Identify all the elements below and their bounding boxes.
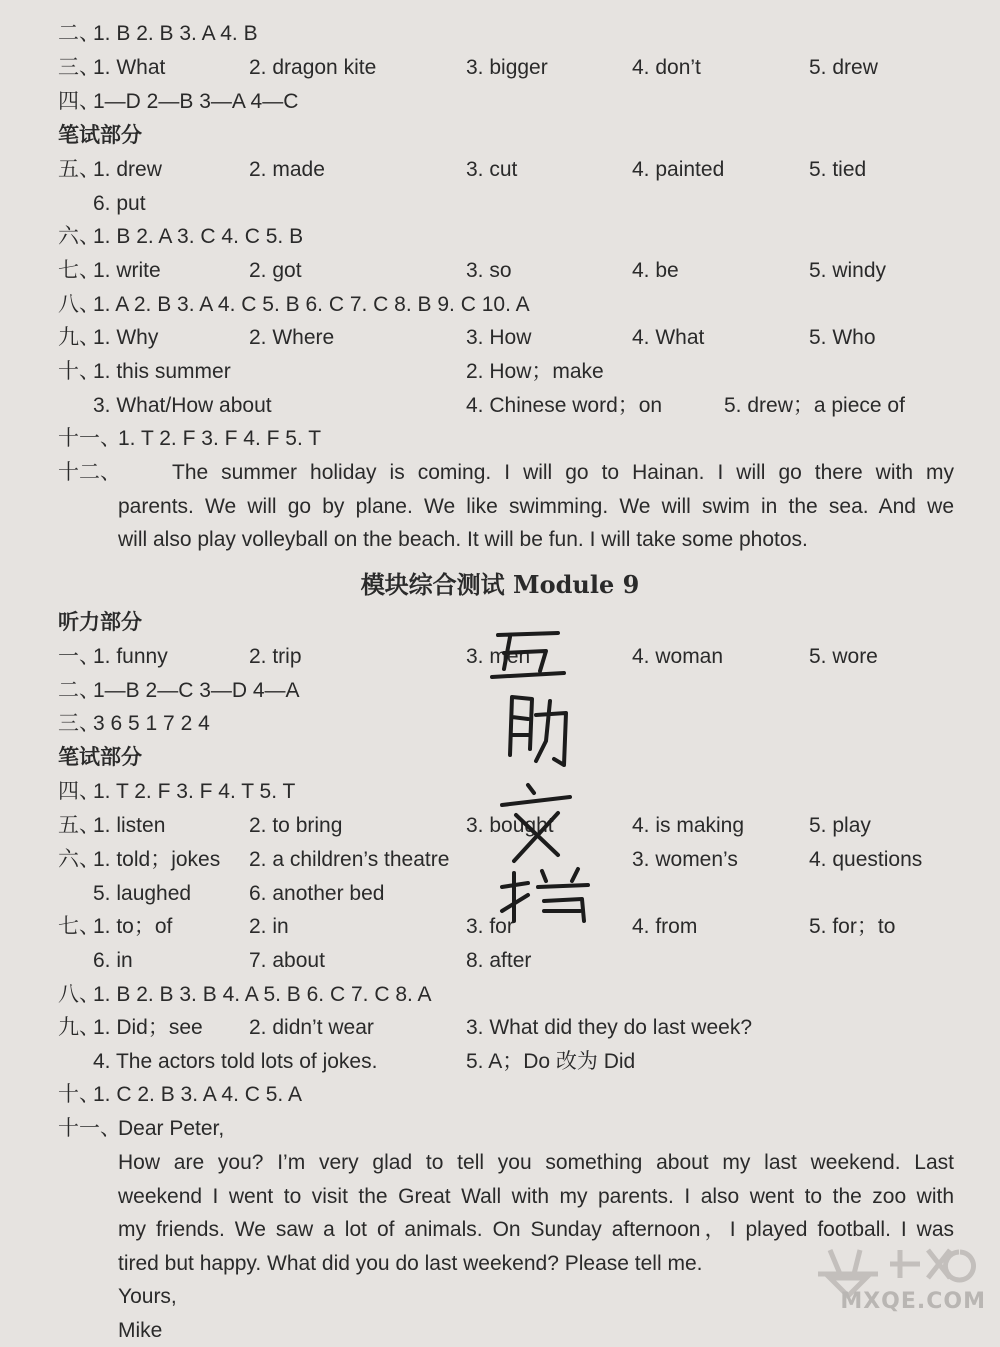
answer-cell: 7. about bbox=[249, 949, 325, 972]
answer-cell: 4. Chinese word；on bbox=[466, 394, 663, 417]
answer-cell: 2. Where bbox=[249, 326, 335, 349]
answer-cell: 2. to bring bbox=[249, 814, 343, 837]
row-label: 三、 bbox=[58, 712, 100, 735]
row-label: 十二、 bbox=[58, 461, 121, 484]
answer-cell: 3 6 5 1 7 2 4 bbox=[93, 712, 210, 735]
letter-line: How are you? I’m very glad to tell you something about my last weekend. Last bbox=[118, 1151, 954, 1174]
answer-cell: 5. drew bbox=[809, 56, 878, 79]
row-label: 一、 bbox=[58, 645, 100, 668]
row-label: 三、 bbox=[58, 56, 100, 79]
letter-signature: Mike bbox=[118, 1319, 163, 1342]
answer-row bbox=[0, 1314, 1000, 1347]
answer-cell: 5. drew；a piece of bbox=[724, 394, 905, 417]
section-heading: 听力部分 bbox=[58, 611, 142, 634]
row-label: 九、 bbox=[58, 1016, 100, 1039]
answer-row bbox=[0, 1011, 1000, 1044]
answer-cell: 1. A 2. B 3. A 4. C 5. B 6. C 7. C 8. B 9. C 10. A bbox=[93, 293, 530, 316]
answer-cell: 4. don’t bbox=[632, 56, 701, 79]
answer-cell: 1. write bbox=[93, 259, 161, 282]
answer-cell: 8. after bbox=[466, 949, 532, 972]
answer-cell: 4. from bbox=[632, 915, 698, 938]
row-label: 六、 bbox=[58, 848, 100, 871]
answer-cell: 5. Who bbox=[809, 326, 876, 349]
answer-cell: 1. C 2. B 3. A 4. C 5. A bbox=[93, 1083, 302, 1106]
answer-cell: 3. men bbox=[466, 645, 531, 668]
answer-cell: 2. didn’t wear bbox=[249, 1016, 374, 1039]
answer-cell: 1. B 2. B 3. B 4. A 5. B 6. C 7. C 8. A bbox=[93, 983, 432, 1006]
answer-cell: 3. bigger bbox=[466, 56, 548, 79]
answer-cell: 5. laughed bbox=[93, 882, 192, 905]
essay-line: The summer holiday is coming. I will go to Hainan. I will go there with my bbox=[172, 461, 954, 484]
letter-line: weekend I went to visit the Great Wall with my parents. I also went to the zoo with bbox=[118, 1184, 954, 1208]
row-label: 十、 bbox=[58, 1083, 100, 1106]
letter-salutation: Dear Peter, bbox=[118, 1117, 225, 1140]
essay-line: parents. We will go by plane. We like swimming. We will swim in the sea. And we bbox=[118, 494, 954, 518]
answer-row bbox=[0, 85, 1000, 118]
answer-row bbox=[0, 220, 1000, 253]
watermark-text: MXQE.COM bbox=[840, 1289, 986, 1314]
answer-cell: 2. made bbox=[249, 158, 325, 181]
answer-row bbox=[0, 355, 1000, 388]
answer-cell: 1. T 2. F 3. F 4. F 5. T bbox=[118, 427, 322, 450]
answer-row bbox=[0, 288, 1000, 321]
answer-cell: 2. a children’s theatre bbox=[249, 848, 450, 871]
row-label: 二、 bbox=[58, 22, 100, 45]
row-label: 五、 bbox=[58, 158, 100, 181]
letter-closing: Yours, bbox=[118, 1285, 177, 1308]
answer-cell: 1—D 2—B 3—A 4—C bbox=[93, 90, 299, 113]
answer-cell: 1. listen bbox=[93, 814, 166, 837]
answer-cell: 2. got bbox=[249, 259, 302, 282]
answer-cell: 4. What bbox=[632, 326, 705, 349]
answer-row bbox=[0, 389, 1000, 422]
answer-cell: 4. painted bbox=[632, 158, 725, 181]
answer-row bbox=[0, 187, 1000, 220]
answer-cell: 3. What/How about bbox=[93, 394, 272, 417]
answer-cell: 3. bought bbox=[466, 814, 554, 837]
answer-cell: 4. questions bbox=[809, 848, 923, 871]
answer-row bbox=[0, 17, 1000, 50]
answer-cell: 1. this summer bbox=[93, 360, 231, 383]
row-label: 十一、 bbox=[58, 1117, 121, 1140]
answer-row bbox=[0, 422, 1000, 455]
module-title: 模块综合测试 Module 9 bbox=[360, 570, 640, 599]
answer-cell: 5. play bbox=[809, 814, 871, 837]
answer-cell: 6. put bbox=[93, 192, 146, 215]
answer-cell: 3. cut bbox=[466, 158, 518, 181]
answer-cell: 5. A；Do 改为 Did bbox=[466, 1050, 636, 1073]
row-label: 五、 bbox=[58, 814, 100, 837]
answer-cell: 1. B 2. A 3. C 4. C 5. B bbox=[93, 225, 304, 248]
answer-cell: 2. trip bbox=[249, 645, 302, 668]
answer-cell: 3. for bbox=[466, 915, 514, 938]
answer-row bbox=[0, 153, 1000, 186]
answer-cell: 1. Did；see bbox=[93, 1016, 203, 1039]
row-label: 八、 bbox=[58, 293, 100, 316]
letter-line: tired but happy. What did you do last weekend? Please tell me. bbox=[118, 1251, 703, 1275]
answer-cell: 6. another bed bbox=[249, 882, 385, 905]
row-label: 十、 bbox=[58, 360, 100, 383]
answer-cell: 4. be bbox=[632, 259, 679, 282]
answer-cell: 4. is making bbox=[632, 814, 745, 837]
answer-cell: 1. T 2. F 3. F 4. T 5. T bbox=[93, 780, 296, 803]
answer-cell: 4. The actors told lots of jokes. bbox=[93, 1050, 378, 1073]
answer-row bbox=[0, 1112, 1000, 1145]
answer-cell: 1—B 2—C 3—D 4—A bbox=[93, 679, 300, 702]
row-label: 六、 bbox=[58, 225, 100, 248]
answer-cell: 1. to；of bbox=[93, 915, 173, 938]
answer-cell: 2. How；make bbox=[466, 360, 604, 383]
row-label: 十一、 bbox=[58, 427, 121, 450]
answer-cell: 5. wore bbox=[809, 645, 878, 668]
answer-cell: 1. funny bbox=[93, 645, 168, 668]
answer-cell: 1. drew bbox=[93, 158, 162, 181]
answer-cell: 5. windy bbox=[809, 259, 887, 282]
answer-cell: 2. in bbox=[249, 915, 289, 938]
answer-row bbox=[0, 254, 1000, 287]
answer-cell: 1. B 2. B 3. A 4. B bbox=[93, 22, 258, 45]
section-heading: 笔试部分 bbox=[58, 746, 142, 769]
essay-paragraph bbox=[118, 456, 954, 557]
row-label: 八、 bbox=[58, 983, 100, 1006]
essay-line: will also play volleyball on the beach. It will be fun. I will take some photos. bbox=[118, 528, 808, 552]
answer-cell: 3. How bbox=[466, 326, 532, 349]
answer-cell: 6. in bbox=[93, 949, 133, 972]
answer-row bbox=[0, 321, 1000, 354]
letter-line: my friends. We saw a lot of animals. On Sunday afternoon，I played football. I was bbox=[118, 1218, 954, 1242]
answer-cell: 2. dragon kite bbox=[249, 56, 377, 79]
answer-row bbox=[0, 1045, 1000, 1078]
row-label: 四、 bbox=[58, 780, 100, 803]
answer-cell: 3. so bbox=[466, 259, 512, 282]
row-label: 七、 bbox=[58, 915, 100, 938]
answer-row bbox=[0, 944, 1000, 977]
answer-row bbox=[0, 978, 1000, 1011]
answer-cell: 1. told；jokes bbox=[93, 848, 221, 871]
answer-cell: 1. What bbox=[93, 56, 166, 79]
answer-cell: 5. tied bbox=[809, 158, 867, 181]
answer-cell: 3. women’s bbox=[632, 848, 738, 871]
handwriting-stamp bbox=[480, 625, 610, 925]
answer-cell: 3. What did they do last week? bbox=[466, 1016, 752, 1039]
answer-row bbox=[0, 51, 1000, 84]
section-heading: 笔试部分 bbox=[58, 124, 142, 147]
row-label: 四、 bbox=[58, 90, 100, 113]
answer-cell: 1. Why bbox=[93, 326, 159, 349]
answer-cell: 4. woman bbox=[632, 645, 724, 668]
row-label: 二、 bbox=[58, 679, 100, 702]
answer-row bbox=[0, 1078, 1000, 1111]
row-label: 七、 bbox=[58, 259, 100, 282]
answer-cell: 5. for；to bbox=[809, 915, 896, 938]
row-label: 九、 bbox=[58, 326, 100, 349]
